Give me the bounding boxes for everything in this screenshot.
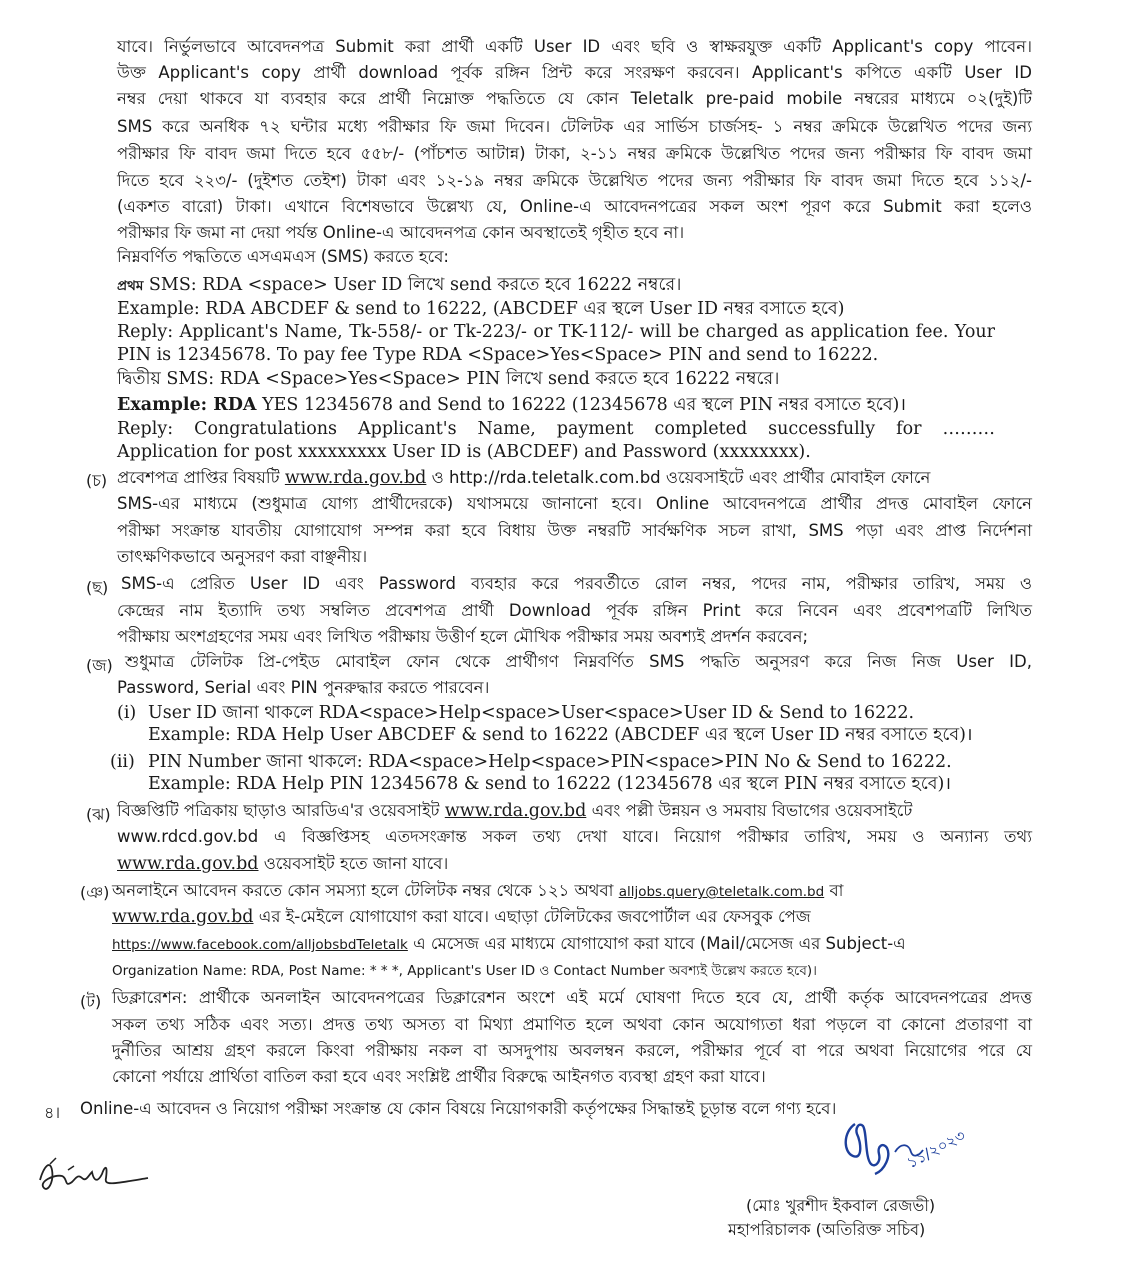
item-ta-line-4: কোনো পর্যায়ে প্রার্থিতা বাতিল করা হবে এবং সংশ্লিষ্ট প্রার্থীর বিরুদ্ধে আইনগত ব্যবস্থা গ্রহণ করা যাবে। bbox=[112, 1067, 766, 1086]
sms-example-2-label: Example: RDA bbox=[117, 395, 257, 415]
sms-reply-1a: Reply: Applicant's Name, Tk-558/- or Tk-223/- or TK-112/- will be charged as application fee. Your bbox=[117, 322, 995, 342]
signature-date: ১১/২০২৩ bbox=[903, 1126, 969, 1173]
item-jha-line-2: www.rdcd.gov.bd এ বিজ্ঞপ্তিসহ এতদসংক্রান্ত সকল তথ্য দেখা যাবে। নিয়োগ পরীক্ষার তারিখ, সময় ও অন্যান্য তথ্য bbox=[117, 827, 1032, 846]
item-nya-text: এ মেসেজ এর মাধ্যমে যোগাযোগ করা যাবে (Mail/মেসেজ এর Subject-এ bbox=[413, 934, 906, 953]
item-nya-text: বা bbox=[829, 881, 844, 900]
item-cha-marker: (চ) bbox=[86, 471, 108, 490]
item-cha-line-3: পরীক্ষা সংক্রান্ত যাবতীয় যোগাযোগ সম্পন্ন করা হবে বিধায় উক্ত নম্বরটি সার্বক্ষণিক সচল রাখা, SMS পড়া এবং প্রাপ্ত নির্দেশনা bbox=[117, 521, 1032, 540]
para-line: নিম্নবর্ণিত পদ্ধতিতে এসএমএস (SMS) করতে হবে: bbox=[117, 247, 449, 266]
item-nya-line-3 bbox=[112, 931, 1032, 958]
sms-reply-1b: PIN is 12345678. To pay fee Type RDA <Space>Yes<Space> PIN and send to 16222. bbox=[117, 345, 879, 365]
item-ja-line-1: শুধুমাত্র টেলিটক প্রি-পেইড মোবাইল ফোন থেকে প্রার্থীগণ নিম্নবর্ণিত SMS পদ্ধতি অনুসরণ করে নিজ নিজ User ID, bbox=[125, 652, 1032, 671]
item-jha-text: এবং পল্লী উন্নয়ন ও সমবায় বিভাগের ওয়েবসাইটে bbox=[591, 801, 913, 820]
item-nya-text: এর ই-মেইলে যোগাযোগ করা যাবে। এছাড়া টেলিটকের জবপোর্টাল এর ফেসবুক পেজ bbox=[258, 907, 811, 926]
para-line: (একশত বারো) টাকা। এখানে বিশেষভাবে উল্লেখ্য যে, Online-এ আবেদনপত্রের সকল অংশ পূরণ করে Submit করা হলেও bbox=[117, 197, 1033, 216]
item-chha-line-2: কেন্দ্রের নাম ইত্যাদি তথ্য সম্বলিত প্রবেশপত্র প্রার্থী Download পূর্বক রঙ্গিন Print করে নিবেন এবং প্রবেশপত্রটি লিখিত bbox=[117, 601, 1032, 620]
item-cha-line-4: তাৎক্ষণিকভাবে অনুসরণ করা বাঞ্ছনীয়। bbox=[117, 547, 368, 566]
sms-reply-2a: Reply: Congratulations Applicant's Name, payment completed successfully for ……… bbox=[117, 419, 995, 439]
facebook-link[interactable]: https://www.facebook.com/alljobsbdTeletalk bbox=[112, 937, 408, 953]
para-line: পরীক্ষার ফি বাবদ জমা দিতে হবে ৫৫৮/- (পাঁচশত আটান্ন) টাকা, ২-১১ নম্বর ক্রমিকে উল্লেখিত পদের জন্য পরীক্ষার ফি বাবদ জমা bbox=[117, 144, 1032, 163]
item-ja-ii-line-1: PIN Number জানা থাকলে: RDA<space>Help<space>PIN<space>PIN No & Send to 16222. bbox=[148, 752, 952, 772]
signatory-name: (মোঃ খুরশীদ ইকবাল রেজভী) bbox=[746, 1196, 936, 1215]
item-nya-line-4: Organization Name: RDA, Post Name: * * *, Applicant's User ID ও Contact Number অবশ্যই উল্লেখ করতে হবে)। bbox=[112, 963, 817, 979]
sms-first-text: SMS: RDA <space> User ID লিখে send করতে হবে 16222 নম্বরে। bbox=[148, 275, 682, 295]
email-link[interactable]: alljobs.query@teletalk.com.bd bbox=[618, 884, 825, 900]
para-line: নম্বর দেয়া থাকবে যা ব্যবহার করে প্রার্থী নিম্নোক্ত পদ্ধতিতে যে কোন Teletalk pre-paid mobile নম্বরের মাধ্যমে ০২(দুই)টি bbox=[117, 89, 1032, 108]
item-jha-line-3 bbox=[117, 851, 448, 877]
item-jha-line-1 bbox=[117, 798, 1032, 824]
item-ja-ii-line-2: Example: RDA Help PIN 12345678 & send to 16222 (12345678 এর স্থলে PIN নম্বর বসাতে হবে)। bbox=[148, 774, 951, 794]
item-jha-text: বিজ্ঞপ্তিটি পত্রিকায় ছাড়াও আরডিএ'র ওয়েবসাইট bbox=[117, 801, 440, 820]
item-cha-text: প্রবেশপত্র প্রাপ্তির বিষয়টি bbox=[117, 468, 280, 487]
rda-website-link[interactable]: www.rda.gov.bd bbox=[284, 468, 427, 488]
para-line: পরীক্ষার ফি জমা না দেয়া পর্যন্ত Online-এ আবেদনপত্র কোন অবস্থাতেই গৃহীত হবে না। bbox=[117, 223, 685, 242]
sms-first-line bbox=[117, 272, 681, 299]
item-4-text: Online-এ আবেদন ও নিয়োগ পরীক্ষা সংক্রান্ত যে কোন বিষয়ে নিয়োগকারী কর্তৃপক্ষের সিদ্ধান্তই চূড়ান্ত বলে গণ্য হবে। bbox=[80, 1099, 837, 1118]
item-ja-marker: (জ) bbox=[86, 656, 113, 675]
initials-signature bbox=[28, 1148, 158, 1198]
item-nya-line-1 bbox=[112, 878, 1032, 905]
rda-website-link[interactable]: www.rda.gov.bd bbox=[444, 801, 587, 821]
item-jha-marker: (ঝ) bbox=[86, 805, 111, 824]
item-ja-line-2: Password, Serial এবং PIN পুনরুদ্ধার করতে পারবেন। bbox=[117, 678, 490, 697]
item-cha-line-1 bbox=[117, 465, 1032, 491]
item-ta-line-2: সকল তথ্য সঠিক এবং সত্য। প্রদত্ত তথ্য অসত্য বা মিথ্যা প্রমাণিত হলে অথবা কোন অযোগ্যতা ধরা পড়লে বা কোনো প্রতারণা বা bbox=[112, 1015, 1032, 1034]
para-line: যাবে। নির্ভুলভাবে আবেদনপত্র Submit করা প্রার্থী একটি User ID এবং ছবি ও স্বাক্ষরযুক্ত একটি Applicant's copy পাবেন। bbox=[117, 37, 1032, 56]
item-ja-i-line-2: Example: RDA Help User ABCDEF & send to 16222 (ABCDEF এর স্থলে User ID নম্বর বসাতে হবে)। bbox=[148, 725, 973, 745]
item-ja-i-marker: (i) bbox=[117, 703, 137, 723]
item-chha-line-1: SMS-এ প্রেরিত User ID এবং Password ব্যবহার করে পরবর্তীতে রোল নম্বর, পদের নাম, পরীক্ষার তারিখ, সময় ও bbox=[121, 574, 1032, 593]
item-ja-i-line-1: User ID জানা থাকলে RDA<space>Help<space>User<space>User ID & Send to 16222. bbox=[148, 703, 915, 723]
sms-first-label: প্রথম bbox=[117, 278, 144, 294]
sms-reply-2b: Application for post xxxxxxxxx User ID is (ABCDEF) and Password (xxxxxxxx). bbox=[117, 442, 811, 462]
item-cha-text: ও http://rda.teletalk.com.bd ওয়েবসাইটে এবং প্রার্থীর মোবাইল ফোনে bbox=[431, 468, 931, 487]
para-line: দিতে হবে ২২৩/- (দুইশত তেইশ) টাকা এবং ১২-১৯ নম্বর ক্রমিকে উল্লেখিত পদের জন্য পরীক্ষার ফি বাবদ জমা দিতে হবে ১১২/- bbox=[117, 171, 1032, 190]
item-nya-text: অনলাইনে আবেদন করতে কোন সমস্যা হলে টেলিটক নম্বর থেকে ১২১ অথবা bbox=[112, 881, 614, 900]
sms-example-2 bbox=[117, 392, 906, 418]
rda-website-link[interactable]: www.rda.gov.bd bbox=[112, 907, 254, 927]
sms-example-2-text: YES 12345678 and Send to 16222 (12345678 এর স্থলে PIN নম্বর বসাতে হবে)। bbox=[262, 395, 907, 415]
item-ta-marker: (ট) bbox=[80, 992, 102, 1011]
para-line: SMS করে অনধিক ৭২ ঘন্টার মধ্যে পরীক্ষার ফি জমা দিবেন। টেলিটক এর সার্ভিস চার্জসহ- ১ নম্বর ক্রমিকে উল্লেখিত পদের জন্য bbox=[117, 117, 1032, 136]
item-cha-line-2: SMS-এর মাধ্যমে (শুধুমাত্র যোগ্য প্রার্থীদেরকে) যথাসময়ে জানানো হবে। Online আবেদনপত্রে প্রার্থীর প্রদত্ত মোবাইল ফোনে bbox=[117, 494, 1032, 513]
item-chha-marker: (ছ) bbox=[86, 578, 109, 597]
item-ta-line-3: দুর্নীতির আশ্রয় গ্রহণ করলে কিংবা পরীক্ষায় নকল বা অসদুপায় অবলম্বন করলে, পরীক্ষার পূর্বে বা পরে অথবা নিয়োগের পরে যে bbox=[112, 1041, 1032, 1060]
rda-website-link[interactable]: www.rda.gov.bd bbox=[117, 854, 259, 874]
item-nya-line-2 bbox=[112, 904, 1032, 930]
sms-second: দ্বিতীয় SMS: RDA <Space>Yes<Space> PIN লিখে send করতে হবে 16222 নম্বরে। bbox=[117, 369, 780, 389]
item-ta-line-1: ডিক্লারেশন: প্রার্থীকে অনলাইন আবেদনপত্রের ডিক্লারেশন অংশে এই মর্মে ঘোষণা দিতে হবে যে, প্রার্থী কর্তৃক আবেদনপত্রের প্রদত্ত bbox=[112, 988, 1032, 1007]
item-chha-line-3: পরীক্ষায় অংশগ্রহণের সময় এবং লিখিত পরীক্ষায় উত্তীর্ণ হলে মৌখিক পরীক্ষার সময় অবশ্যই প্রদর্শন করবেন; bbox=[117, 627, 809, 646]
sms-example-1: Example: RDA ABCDEF & send to 16222, (ABCDEF এর স্থলে User ID নম্বর বসাতে হবে) bbox=[117, 299, 845, 319]
para-line: উক্ত Applicant's copy প্রার্থী download পূর্বক রঙ্গিন প্রিন্ট করে সংরক্ষণ করবেন। Applicant's কপিতে একটি User ID bbox=[117, 63, 1032, 82]
item-nya-marker: (ঞ) bbox=[80, 883, 110, 902]
signatory-title: মহাপরিচালক (অতিরিক্ত সচিব) bbox=[728, 1220, 926, 1239]
item-jha-text: ওয়েবসাইট হতে জানা যাবে। bbox=[263, 854, 449, 873]
item-ja-ii-marker: (ii) bbox=[110, 752, 135, 772]
item-4-marker: ৪। bbox=[44, 1103, 61, 1122]
